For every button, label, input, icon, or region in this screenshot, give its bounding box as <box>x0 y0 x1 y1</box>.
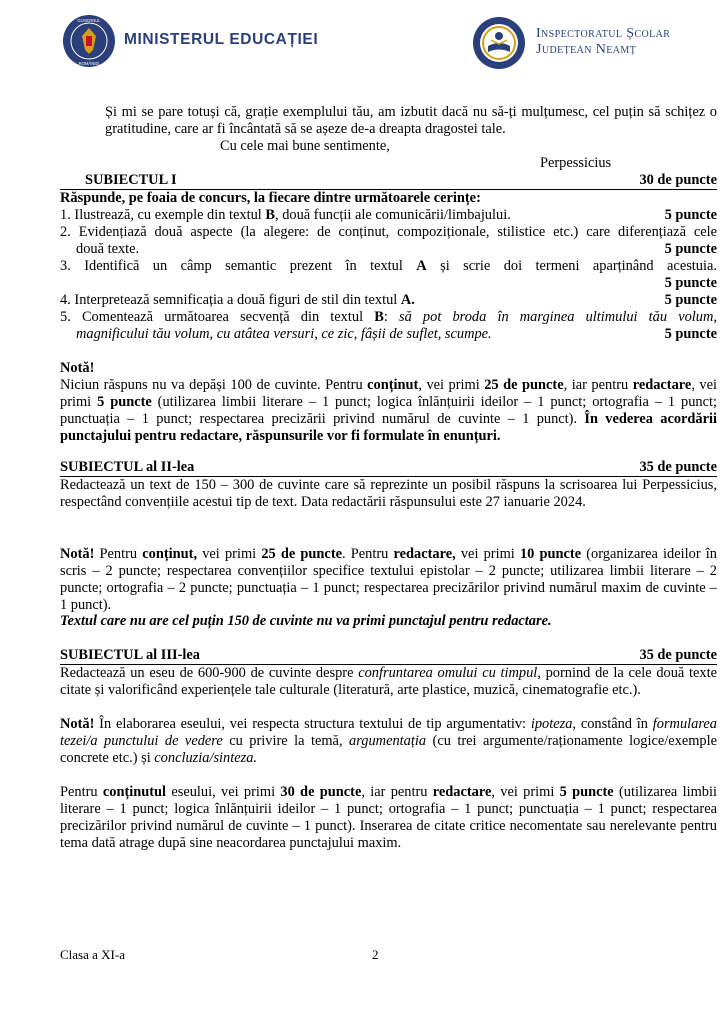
s1-item-1: 1. Ilustrează, cu exemple din textul B, două funcții ale comunicării/limbajului. 5 puncte <box>60 207 717 223</box>
svg-text:ROMÂNIEI: ROMÂNIEI <box>78 61 100 66</box>
s3-task: Redactează un eseu de 600-900 de cuvinte despre confruntarea omului cu timpul, pornind de la cele două texte citate și valorificând experiențele tale culturale (literatură, arte plastice, muzică, cinematografie etc.). <box>60 665 717 698</box>
s3-scoring: Pentru conținutul eseului, vei primi 30 de puncte, iar pentru redactare, vei primi 5 puncte (utilizarea limbii literare – 1 punct; logica înlănțuirii ideilor – 1 punct; ortografia – 1 punct; punctuația – 1 punct; respectarea precizărilor privind numărul de cuvinte – 1 punct). Inserarea de citate critice necomentate sau nerelevante pentru tema dată atrage după sine neacordarea punctajului maxim. <box>60 784 717 851</box>
s1-item-4: 4. Interpretează semnificația a două figuri de stil din textul A. 5 puncte <box>60 292 717 308</box>
footer-class-label: Clasa a XI-a <box>60 947 125 962</box>
s1-item-5: 5. Comentează următoarea secvență din textul B: să pot broda în marginea ultimului tău volum, magnificului tău volum, cu atâtea versuri, ce zic, fâșii de suflet, scumpe. 5 puncte <box>60 309 717 342</box>
s3-header <box>60 647 717 665</box>
s3-note: Notă! În elaborarea eseului, vei respecta structura textului de tip argumentativ: ipoteza, constând în formularea tezei/a punctului de vedere cu privire la temă, argumentația (cu trei argumente/raționamente logice/exemple concrete etc.) și concluzia/sinteza. <box>60 716 717 766</box>
s1-note-title: Notă! <box>60 360 95 376</box>
inspectorate-logo <box>472 16 526 70</box>
s2-header <box>60 459 717 477</box>
s3-title: SUBIECTUL al III-lea <box>60 647 200 663</box>
s1-note: Niciun răspuns nu va depăși 100 de cuvinte. Pentru conținut, vei primi 25 de puncte, iar pentru redactare, vei primi 5 puncte (utilizarea limbii literare – 1 punct; logica înlănțuirii ideilor – 1 punct; ortografia – 1 punct; punctuația – 1 punct; respectarea precizării privind numărul de cuvinte – 1 punct). În vederea acordării punctajului pentru redactare, răspunsurile vor fi formulate în enunțuri. <box>60 377 718 444</box>
footer-page-number: 2 <box>372 947 379 962</box>
s1-title: SUBIECTUL I <box>85 172 177 188</box>
letter-signature: Perpessicius <box>540 155 612 171</box>
s2-note: Notă! Pentru conținut, vei primi 25 de puncte. Pentru redactare, vei primi 10 puncte (organizarea ideilor în scris – 2 puncte; respectarea convențiilor specifice textului epistolar – 2 puncte; utilizarea limbii literare – 2 puncte; ortografia – 2 puncte; punctuația – 1 punct; respectarea precizărilor privind numărul maxim de cuvinte – 1 punct). <box>60 546 717 613</box>
s1-item-3: 3. Identifică un câmp semantic prezent în textul A și scrie doi termeni aparținând acestuia. 5 puncte <box>60 258 717 291</box>
svg-text:GUVERNUL: GUVERNUL <box>77 18 101 23</box>
s1-points: 30 de puncte <box>639 172 717 188</box>
s1-note-bold: În vederea acordării punctajului pentru redactare, răspunsurile vor fi formulate în enunțuri. <box>60 411 717 444</box>
s2-warning: Textul care nu are cel puțin 150 de cuvinte nu va primi punctajul pentru redactare. <box>60 613 552 629</box>
ministry-seal <box>62 14 116 68</box>
ministry-name: MINISTERUL EDUCAȚIEI <box>124 31 319 48</box>
s1-item-1-points: 5 puncte <box>664 207 717 223</box>
s3-points: 35 de puncte <box>639 647 717 663</box>
letter-text: Și mi se pare totuși că, grație exemplului tău, am izbutit dacă nu să-ți mulțumesc, cel puțin să schițez o gratitudine, care ar fi încântată să se așeze de-a dreapta dragostei tale. <box>105 104 717 137</box>
s2-task: Redactează un text de 150 – 300 de cuvinte care să reprezinte un posibil răspuns la scrisoarea lui Perpessicius, respectând convențiile acestui tip de text. Data redactării răspunsului este 27 ianuarie 2024. <box>60 477 717 510</box>
s1-instruction: Răspunde, pe foaia de concurs, la fiecare dintre următoarele cerințe: <box>60 190 481 206</box>
s2-title: SUBIECTUL al II-lea <box>60 459 195 475</box>
inspectorate-name-line1: Inspectoratul Școlar <box>536 26 671 41</box>
letter-paragraph <box>105 104 717 138</box>
s2-points: 35 de puncte <box>639 459 717 475</box>
s1-header <box>60 172 717 190</box>
s1-item-2: 2. Evidențiază două aspecte (la alegere: de conținut, compoziționale, stilistice etc.) care diferențiază cele două texte. 5 puncte <box>60 224 717 257</box>
inspectorate-name-line2: Județean Neamț <box>536 42 637 57</box>
letter-closing: Cu cele mai bune sentimente, <box>220 138 390 154</box>
